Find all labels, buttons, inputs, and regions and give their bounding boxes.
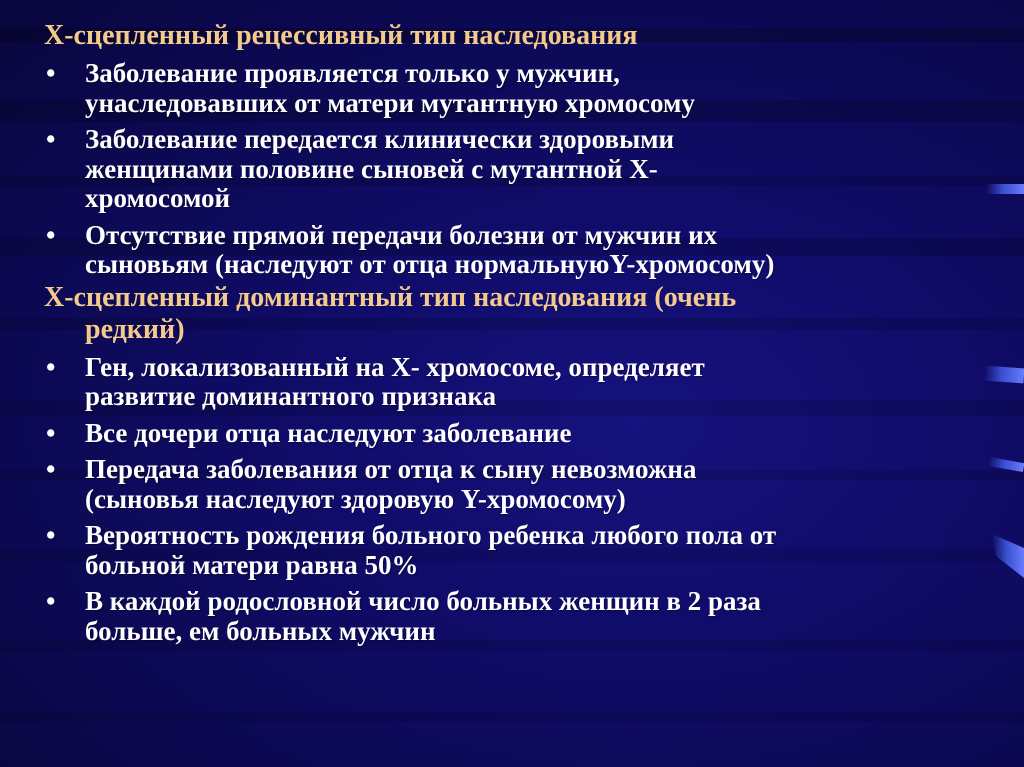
bullet-line: больной матери равна 50% [85, 549, 419, 580]
bullet-item [44, 521, 994, 580]
section-heading-dominant [44, 282, 994, 346]
bullet-item [44, 221, 994, 280]
bullet-line: сыновьям (наследуют от отца нормальнуюY-хромосому) [85, 249, 775, 279]
bullet-item [44, 455, 994, 514]
bullet-item [44, 59, 994, 118]
bullet-line: (сыновья наследуют здоровую Y-хромосому) [85, 483, 626, 514]
bullet-line: больше, ем больных мужчин [85, 615, 436, 646]
heading-line: редкий) [85, 313, 185, 345]
bullet-line: • Вероятность рождения больного ребенка любого пола от [85, 520, 777, 550]
bullet-item [44, 125, 994, 214]
bullet-list-recessive [44, 59, 994, 280]
bullet-line: • Заболевание передается клинически здоровыми [85, 124, 675, 154]
bullet-line: хромосомой [85, 183, 231, 213]
section-heading-recessive [44, 20, 994, 52]
bullet-line: • Ген, локализованный на Х- хромосоме, определяет [85, 351, 705, 382]
bullet-line: • Передача заболевания от отца к сыну невозможна [85, 454, 697, 484]
heading-line: Х-сцепленный доминантный тип наследования (очень [44, 281, 737, 313]
bullet-line: • Заболевание проявляется только у мужчин, [85, 58, 620, 88]
bullet-line: женщинами половине сыновей с мутантной Х- [85, 153, 658, 184]
bullet-line: • Отсутствие прямой передачи болезни от мужчин их [85, 219, 718, 250]
bullet-item [44, 353, 994, 412]
heading-line: Х-сцепленный рецессивный тип наследования [44, 20, 638, 51]
slide-content [44, 20, 994, 646]
bullet-line: унаследовавших от матери мутантную хромосому [85, 87, 695, 118]
bullet-list-dominant [44, 353, 994, 647]
bullet-line: развитие доминантного признака [85, 381, 497, 411]
accent-streak [992, 534, 1024, 578]
bullet-item [44, 587, 994, 646]
bullet-item [44, 419, 994, 449]
bullet-line: • В каждой родословной число больных женщин в 2 раза [85, 586, 761, 616]
bullet-line: • Все дочери отца наследуют заболевание [85, 417, 572, 448]
